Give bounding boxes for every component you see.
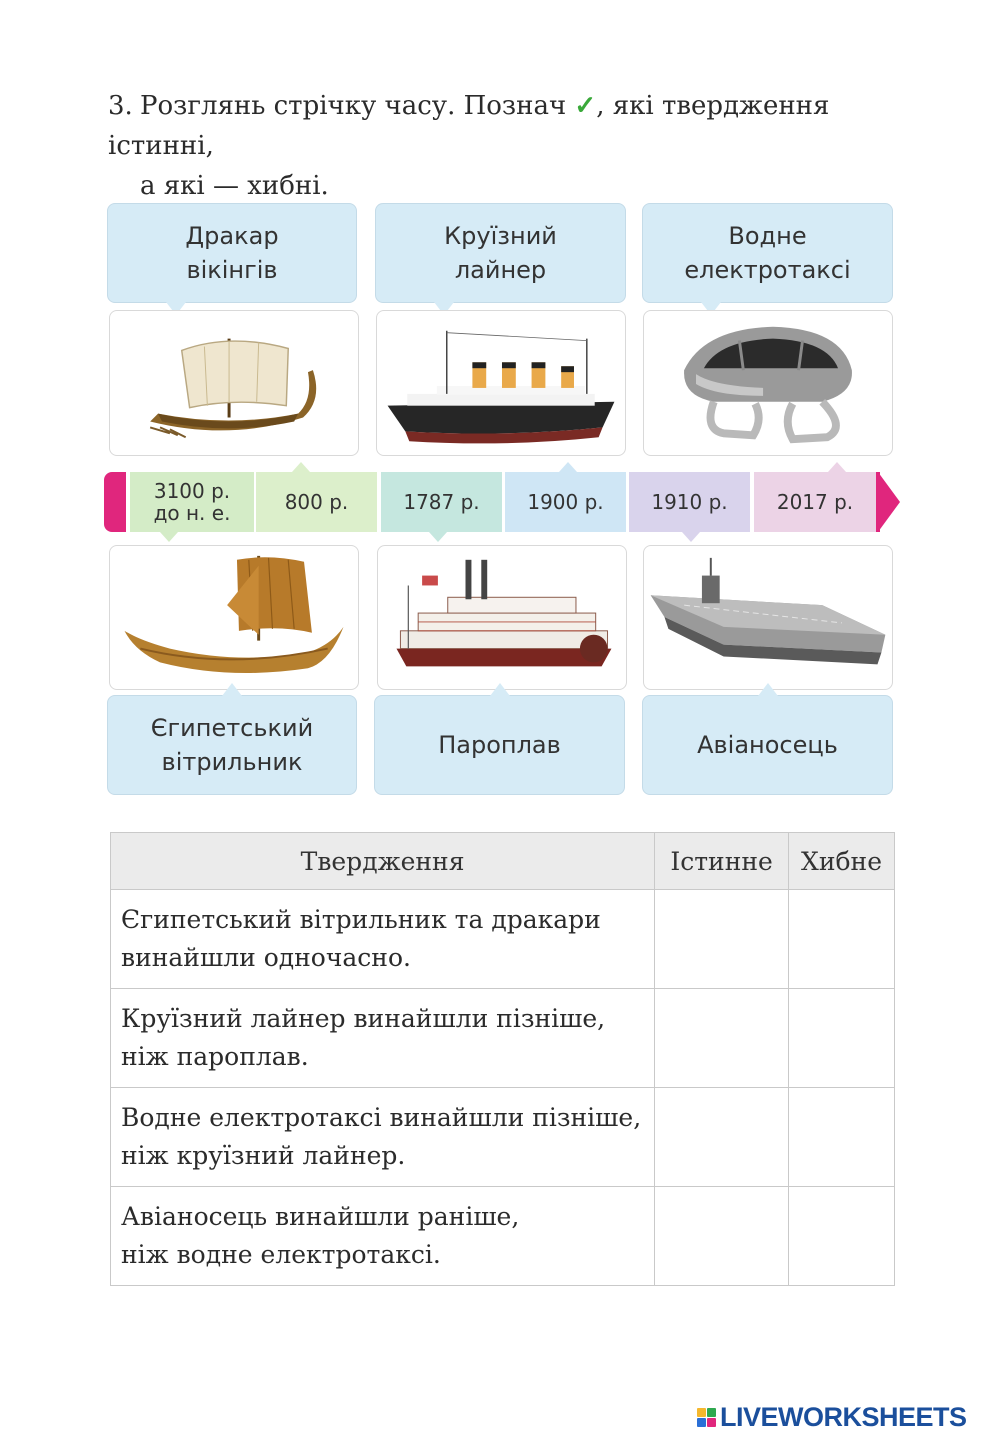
timeline [104,472,904,532]
egyptian-sailboat-image [109,545,359,690]
header-false: Хибне [789,833,895,890]
answer-false-cell[interactable] [789,890,895,989]
answer-true-cell[interactable] [655,890,789,989]
timeline-pointer-1910 [682,532,700,542]
statement-cell: Круїзний лайнер винайшли пізніше, ніж пароплав. [111,989,655,1088]
label-text: Круїзний лайнер [444,222,557,284]
task-text-before: Розглянь стрічку часу. Познач [140,91,575,121]
statement-cell: Єгипетський вітрильник та дракари винайшли одночасно. [111,890,655,989]
label-steamboat [374,695,625,795]
timeline-segment-3100bc: 3100 р. до н. е. [130,472,254,532]
statement-cell: Авіаносець винайшли раніше, ніж водне електротаксі. [111,1187,655,1286]
timeline-segment-2017: 2017 р. [754,472,876,532]
label-egyptian-sailboat [107,695,357,795]
answer-false-cell[interactable] [789,1088,895,1187]
timeline-start-cap [104,472,126,532]
label-water-electrotaxi [642,203,893,303]
answer-false-cell[interactable] [789,989,895,1088]
task-text-after: , які твердження істинні, [108,91,830,161]
label-aircraft-carrier [642,695,893,795]
task-heading [108,86,908,206]
check-mark-icon: ✓ [574,91,597,121]
logo-text: LIVEWORKSHEETS [720,1402,967,1432]
answer-true-cell[interactable] [655,1088,789,1187]
timeline-pointer-3100bc [160,532,178,542]
table-row [111,890,895,989]
table-row [111,1187,895,1286]
task-line2: а які — хибні. [140,171,329,201]
timeline-segment-1910: 1910 р. [629,472,750,532]
task-number: 3. [108,91,133,121]
label-cruise-liner [375,203,626,303]
timeline-segment-1787: 1787 р. [381,472,502,532]
timeline-arrow-icon [878,472,900,532]
header-statement: Твердження [111,833,655,890]
answer-false-cell[interactable] [789,1187,895,1286]
timeline-segment-1900: 1900 р. [505,472,626,532]
aircraft-carrier-image [643,545,893,690]
timeline-pointer-1900 [559,462,577,472]
header-true: Істинне [655,833,789,890]
table-header-row [111,833,895,890]
liveworksheets-logo[interactable] [697,1402,967,1433]
table-row [111,989,895,1088]
cruise-liner-image [376,310,626,456]
label-text: Єгипетський вітрильник [150,714,314,776]
timeline-pointer-1787 [429,532,447,542]
water-electrotaxi-image [643,310,893,456]
label-text: Дракар вікінгів [185,222,279,284]
label-text: Водне електротаксі [684,222,851,284]
answer-true-cell[interactable] [655,989,789,1088]
viking-drakkar-image [109,310,359,456]
statements-table [110,832,895,1286]
label-text: Авіаносець [697,731,838,759]
statement-cell: Водне електротаксі винайшли пізніше, ніж круїзний лайнер. [111,1088,655,1187]
timeline-segment-800: 800 р. [256,472,377,532]
timeline-pointer-2017 [828,462,846,472]
logo-mark-icon [697,1408,716,1427]
steamboat-image [377,545,627,690]
label-text: Пароплав [438,731,561,759]
table-row [111,1088,895,1187]
answer-true-cell[interactable] [655,1187,789,1286]
label-viking-drakkar [107,203,357,303]
timeline-pointer-800 [292,462,310,472]
